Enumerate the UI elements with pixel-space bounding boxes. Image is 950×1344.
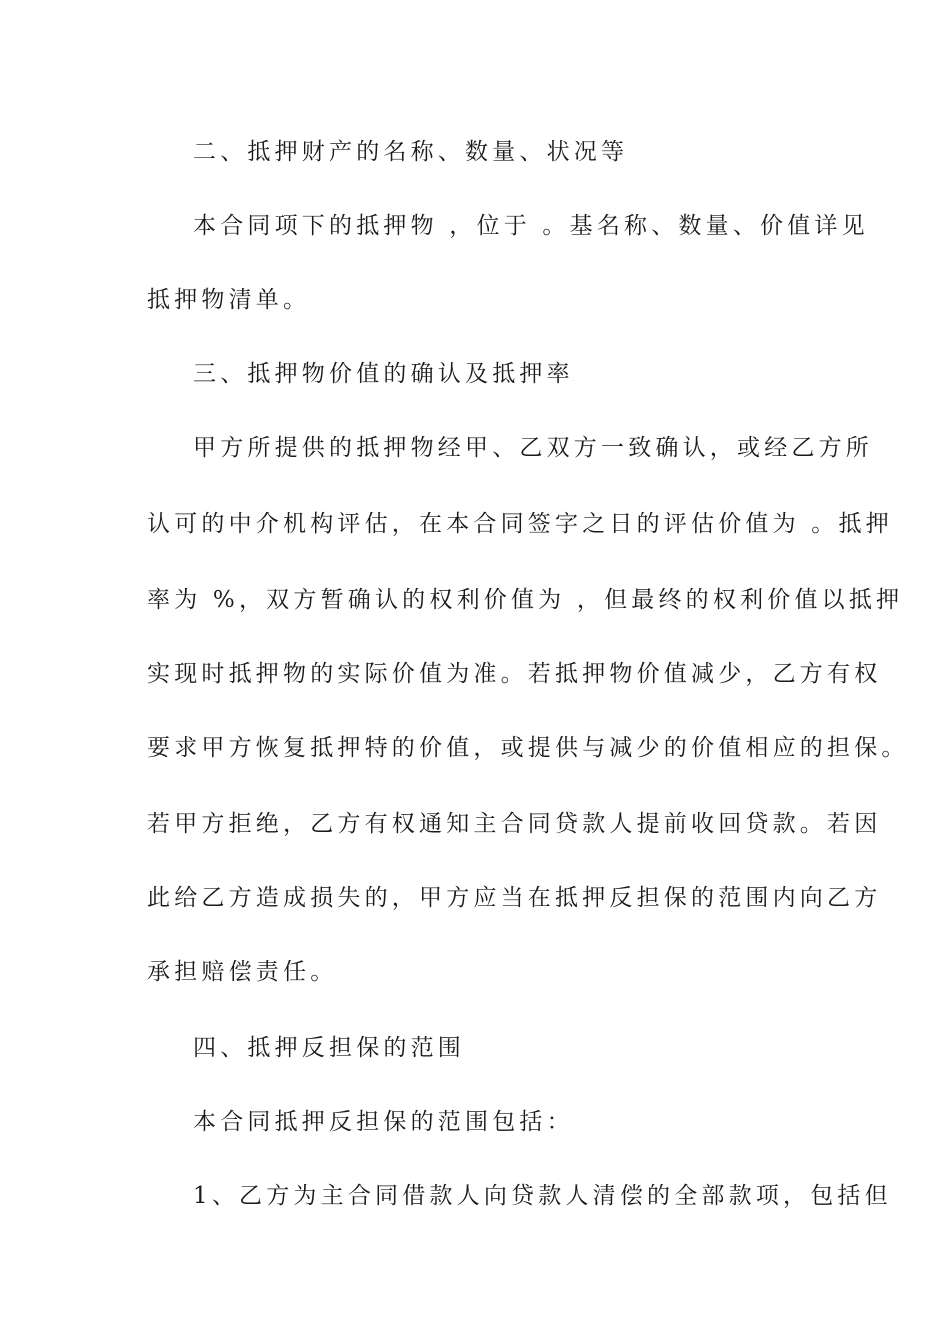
paragraph-line: 甲方所提供的抵押物经甲、乙双方一致确认，或经乙方所	[193, 435, 873, 461]
section-heading-2: 二、抵押财产的名称、数量、状况等	[193, 139, 629, 165]
paragraph-line: 若甲方拒绝，乙方有权通知主合同贷款人提前收回贷款。若因	[147, 811, 882, 837]
paragraph-line: 本合同抵押反担保的范围包括：	[193, 1109, 574, 1135]
paragraph-line: 抵押物清单。	[147, 287, 311, 313]
paragraph-line: 认可的中介机构评估，在本合同签字之日的评估价值为 。抵押	[147, 511, 893, 537]
paragraph-line: 承担赔偿责任。	[147, 959, 338, 985]
paragraph-line: 率为 %，双方暂确认的权利价值为 ，但最终的权利价值以抵押	[147, 587, 904, 613]
paragraph-line: 此给乙方造成损失的，甲方应当在抵押反担保的范围内向乙方	[147, 885, 882, 911]
paragraph-line: 要求甲方恢复抵押特的价值，或提供与减少的价值相应的担保。	[147, 735, 909, 761]
section-heading-3: 三、抵押物价值的确认及抵押率	[193, 361, 574, 387]
paragraph-line: 实现时抵押物的实际价值为准。若抵押物价值减少，乙方有权	[147, 661, 882, 687]
paragraph-line: 本合同项下的抵押物 ，位于 。基名称、数量、价值详见	[193, 213, 869, 239]
list-item-1: 1、乙方为主合同借款人向贷款人清偿的全部款项，包括但	[193, 1183, 892, 1209]
section-heading-4: 四、抵押反担保的范围	[193, 1035, 465, 1061]
